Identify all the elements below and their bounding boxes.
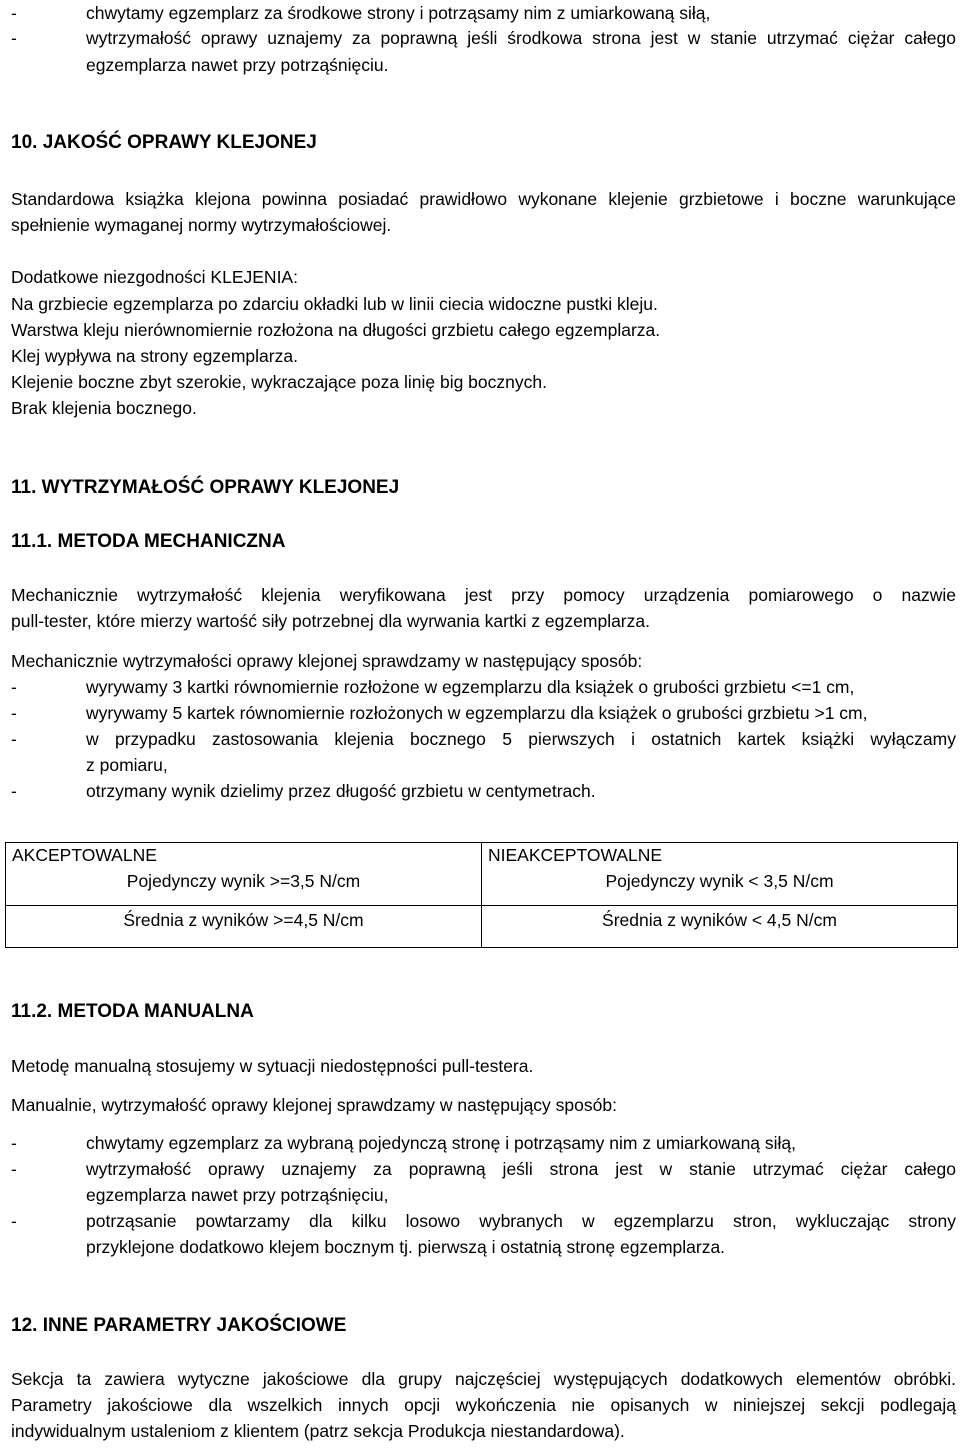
list-dash: - xyxy=(11,781,17,801)
paragraph-line: Metodę manualną stosujemy w sytuacji niedostępności pull-testera. xyxy=(11,1056,534,1076)
list-item: wytrzymałość oprawy uznajemy za poprawną jeśli środkowa strona jest w stanie utrzymać ciężar całego xyxy=(86,28,956,48)
criteria-table xyxy=(5,842,958,948)
list-dash: - xyxy=(11,703,17,723)
acceptable-average-value: Średnia z wyników >=4,5 N/cm xyxy=(123,910,364,930)
paragraph-line: Mechanicznie wytrzymałości oprawy klejonej sprawdzamy w następujący sposób: xyxy=(11,651,643,671)
list-item: wytrzymałość oprawy uznajemy za poprawną jeśli strona jest w stanie utrzymać ciężar całego xyxy=(86,1159,956,1179)
paragraph-line: pull-tester, które mierzy wartość siły potrzebnej dla wyrwania kartki z egzemplarza. xyxy=(11,611,650,631)
list-item: wyrywamy 3 kartki równomiernie rozłożone w egzemplarzu dla książek o grubości grzbietu <=1 cm, xyxy=(86,677,855,697)
list-dash: - xyxy=(11,729,17,749)
list-item: otrzymany wynik dzielimy przez długość grzbietu w centymetrach. xyxy=(86,781,596,801)
cell-divider xyxy=(6,905,481,906)
acceptable-header: AKCEPTOWALNE xyxy=(12,845,157,865)
unacceptable-single-value: Pojedynczy wynik < 3,5 N/cm xyxy=(605,871,834,891)
unacceptable-header: NIEAKCEPTOWALNE xyxy=(488,845,663,865)
list-dash: - xyxy=(11,1159,17,1179)
list-dash: - xyxy=(11,1133,17,1153)
list-item-continuation: z pomiaru, xyxy=(86,755,168,775)
unacceptable-average-value: Średnia z wyników < 4,5 N/cm xyxy=(602,910,837,930)
paragraph-line: Standardowa książka klejona powinna posiadać prawidłowo wykonane klejenie grzbietowe i boczne warunkujące xyxy=(11,189,956,209)
list-item: Klej wypływa na strony egzemplarza. xyxy=(11,346,298,366)
list-item: Warstwa kleju nierównomiernie rozłożona na długości grzbietu całego egzemplarza. xyxy=(11,320,661,340)
section-heading: 10. JAKOŚĆ OPRAWY KLEJONEJ xyxy=(11,132,317,153)
list-dash: - xyxy=(11,1211,17,1231)
subsection-label: Dodatkowe niezgodności KLEJENIA: xyxy=(11,267,298,287)
list-dash: - xyxy=(11,28,17,48)
list-item: chwytamy egzemplarz za środkowe strony i potrząsamy nim z umiarkowaną siłą, xyxy=(86,3,711,23)
list-item-continuation: przyklejone dodatkowo klejem bocznym tj. pierwszą i ostatnią stronę egzemplarza. xyxy=(86,1237,726,1257)
section-heading: 12. INNE PARAMETRY JAKOŚCIOWE xyxy=(11,1315,347,1336)
list-item: w przypadku zastosowania klejenia bocznego 5 pierwszych i ostatnich kartek książki wyłączamy xyxy=(86,729,956,749)
list-item: potrząsanie powtarzamy dla kilku losowo wybranych w egzemplarzu stron, wykluczając strony xyxy=(86,1211,956,1231)
section-heading: 11. WYTRZYMAŁOŚĆ OPRAWY KLEJONEJ xyxy=(11,477,400,498)
list-dash: - xyxy=(11,677,17,697)
list-item: Klejenie boczne zbyt szerokie, wykraczające poza linię big bocznych. xyxy=(11,372,547,392)
list-item: Na grzbiecie egzemplarza po zdarciu okładki lub w linii ciecia widoczne pustki kleju. xyxy=(11,294,658,314)
list-dash: - xyxy=(11,3,17,23)
list-item: wyrywamy 5 kartek równomiernie rozłożonych w egzemplarzu dla książek o grubości grzbietu >1 cm, xyxy=(86,703,868,723)
subsection-heading: 11.1. METODA MECHANICZNA xyxy=(11,531,286,552)
list-item-continuation: egzemplarza nawet przy potrząśnięciu, xyxy=(86,1185,389,1205)
cell-divider xyxy=(482,905,957,906)
paragraph-line: Mechanicznie wytrzymałość klejenia weryfikowana jest przy pomocy urządzenia pomiarowego o nazwie xyxy=(11,585,956,605)
acceptable-cell xyxy=(6,843,482,948)
list-item: chwytamy egzemplarz za wybraną pojedynczą stronę i potrząsamy nim z umiarkowaną siłą, xyxy=(86,1133,797,1153)
acceptable-single-value: Pojedynczy wynik >=3,5 N/cm xyxy=(126,871,361,891)
paragraph-line: spełnienie wymaganej normy wytrzymałościowej. xyxy=(11,215,392,235)
list-item: Brak klejenia bocznego. xyxy=(11,398,197,418)
paragraph-line: indywidualnym ustaleniom z klientem (patrz sekcja Produkcja niestandardowa). xyxy=(11,1421,625,1441)
paragraph-line: Sekcja ta zawiera wytyczne jakościowe dla grupy najczęściej występujących dodatkowych elementów obróbki. xyxy=(11,1369,956,1389)
paragraph-line: Manualnie, wytrzymałość oprawy klejonej sprawdzamy w następujący sposób: xyxy=(11,1095,617,1115)
subsection-heading: 11.2. METODA MANUALNA xyxy=(11,1001,254,1022)
list-item-continuation: egzemplarza nawet przy potrząśnięciu. xyxy=(86,55,389,75)
unacceptable-cell xyxy=(482,843,958,948)
paragraph-line: Parametry jakościowe dla wszelkich innych opcji wykończenia nie opisanych w niniejszej sekcji podlegają xyxy=(11,1395,956,1415)
